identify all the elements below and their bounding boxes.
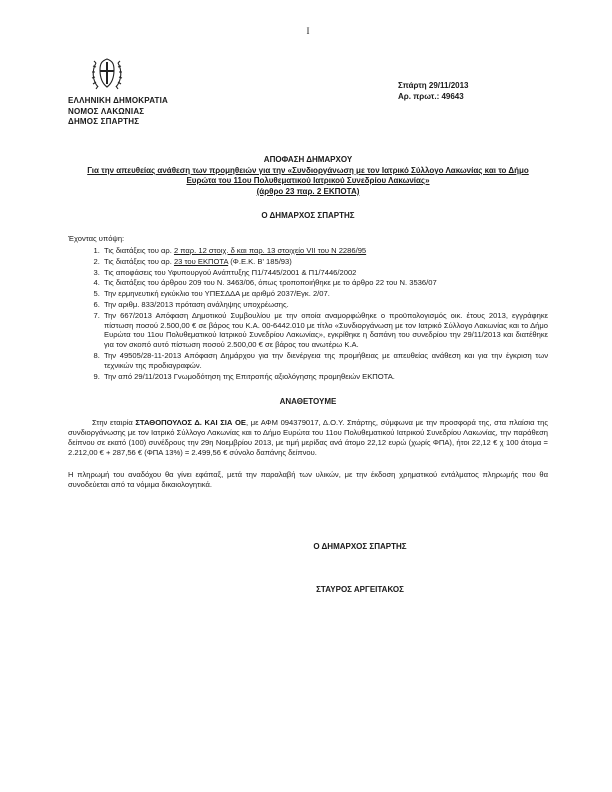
issuing-authority-block [68, 56, 288, 128]
item-text: (Φ.Ε.Κ. Β' 185/93) [228, 256, 292, 266]
item-text: Τις διατάξεις του αρ. [104, 256, 174, 266]
contractor-name: ΣΤΑΘΟΠΟΥΛΟΣ Δ. ΚΑΙ ΣΙΑ ΟΕ [135, 418, 246, 428]
org-line-prefecture: ΝΟΜΟΣ ΛΑΚΩΝΙΑΣ [68, 106, 145, 116]
protocol-number: Αρ. πρωτ.: 49643 [398, 92, 464, 101]
document-header [68, 56, 548, 128]
list-item [102, 311, 548, 350]
page-marker: I [306, 26, 310, 36]
award-text: , με ΑΦΜ 094379017, Δ.Ο.Υ. Σπάρτης, σύμφωνα με την προσφορά της, στα πλαίσια της συνδιοργάνωσης με τον Ιατρικό Σύλλογο Λακωνίας και το Δήμο Ευρώτα του 11ου Πολυθεματικού Ιατρικού Συνεδρίου Λακωνίας, την παράθεση δείπνου σε εκατό (100) συνέδρους την 29η Νοεμβρίου 2013, με τιμή μερίδας ανά άτομο 22,12 ευρώ (χωρίς ΦΠΑ), ήτοι 22,12 € χ 100 άτομα = 2.212,00 € + 287,56 € (ΦΠΑ 13%) = 2.499,56 € σύνολο δαπάνης δείπνου. [68, 418, 549, 458]
item-underlined-text: 23 του ΕΚΠΟΤΑ [173, 256, 229, 266]
item-text: Τις διατάξεις του αρ. [104, 246, 174, 255]
having-regard-label: Έχοντας υπόψη: [68, 234, 125, 243]
list-item [102, 268, 548, 278]
award-heading: ΑΝΑΘΕΤΟΥΜΕ [279, 397, 337, 407]
item-text: Τις αποφάσεις του Υφυπουργού Ανάπτυξης Π1/7445/2001 & Π1/7446/2002 [104, 267, 357, 277]
signatory-name: ΣΤΑΥΡΟΣ ΑΡΓΕΙΤΑΚΟΣ [316, 585, 404, 595]
item-text: Την 49505/28-11-2013 Απόφαση Δημάρχου για την διενέργεια της προμήθειας με απευθείας ανάθεση και για την έγκριση των τεχνικών της προδιαγραφών. [104, 350, 548, 370]
award-paragraph [68, 418, 548, 458]
mayor-role-heading: Ο ΔΗΜΑΡΧΟΣ ΣΠΑΡΤΗΣ [261, 211, 355, 220]
decision-subject: Για την απευθείας ανάθεση των προμηθειών για την «Συνδιοργάνωση με τον Ιατρικό Σύλλογο Λακωνίας και το Δήμο Ευρώτα του 11ου Πολυθεματικού Ιατρικού Συνεδρίου Λακωνίας» [87, 165, 529, 185]
signatory-role: Ο ΔΗΜΑΡΧΟΣ ΣΠΑΡΤΗΣ [313, 542, 407, 552]
title-block [68, 154, 548, 198]
signature-block [120, 542, 600, 594]
item-text: Την 667/2013 Απόφαση Δημοτικού Συμβουλίου με την οποία αναμορφώθηκε ο προϋπολογισμός οικ. έτους 2013, εγγράφηκε πίστωση ποσού 2.500,00 € σε βάρος του Κ.Α. 00-6442.010 με τίτλο «Συνδιοργάνωση με τον Ιατρικό Σύλλογο Λακωνίας και το Δήμο Ευρώτα του 11ου Πολυθεματικού Ιατρικού Συνεδρίου Λακωνίας», εγκρίθηκε η δαπάνη του συνεδρίου την 29/11/2013 και διατέθηκε για τον σκοπό αυτό πίστωση ποσού 2.500,00 € σε βάρος του ανωτέρω Κ.Α. [104, 310, 548, 350]
list-item [102, 351, 548, 371]
legal-basis-list [68, 246, 548, 381]
payment-paragraph: Η πληρωμή του αναδόχου θα γίνει εφάπαξ, μετά την παραλαβή των υλικών, με την έκδοση χρηματικού εντάλματος πληρωμής που θα συνοδεύεται από τα νόμιμα δικαιολογητικά. [68, 470, 548, 490]
document-date: Σπάρτη 29/11/2013 [398, 81, 469, 90]
org-line-municipality: ΔΗΜΟΣ ΣΠΑΡΤΗΣ [68, 117, 140, 126]
decision-article-ref: (άρθρο 23 παρ. 2 ΕΚΠΟΤΑ) [256, 186, 360, 196]
list-item [102, 278, 548, 288]
award-text: Στην εταιρία [92, 418, 136, 428]
list-item [102, 372, 548, 382]
decision-title: ΑΠΟΦΑΣΗ ΔΗΜΑΡΧΟΥ [263, 154, 353, 164]
item-underlined-text: 2 παρ. 12 στοιχ. δ και παρ. 13 στοιχείο VII του Ν 2286/95 [173, 246, 367, 255]
list-item [102, 257, 548, 267]
item-text: Την αριθμ. 833/2013 πρόταση ανάληψης υποχρέωσης. [104, 299, 289, 309]
item-text: Την ερμηνευτική εγκύκλιο του ΥΠΕΣΔΔΑ με αριθμό 2037/Εγκ. 2/07. [104, 289, 330, 299]
hellenic-republic-emblem-icon [90, 56, 124, 92]
list-item [102, 289, 548, 299]
item-text: Τις διατάξεις του άρθρου 209 του Ν. 3463/06, όπως τροποποιήθηκε με το άρθρο 22 του Ν. 3536/07 [104, 278, 437, 288]
list-item [102, 246, 548, 256]
list-item [102, 300, 548, 310]
item-text: Την από 29/11/2013 Γνωμοδότηση της Επιτροπής αξιολόγησης προμηθειών ΕΚΠΟΤΑ. [104, 371, 395, 381]
org-line-country: ΕΛΛΗΝΙΚΗ ΔΗΜΟΚΡΑΤΙΑ [68, 96, 168, 105]
date-protocol-block [398, 56, 548, 102]
